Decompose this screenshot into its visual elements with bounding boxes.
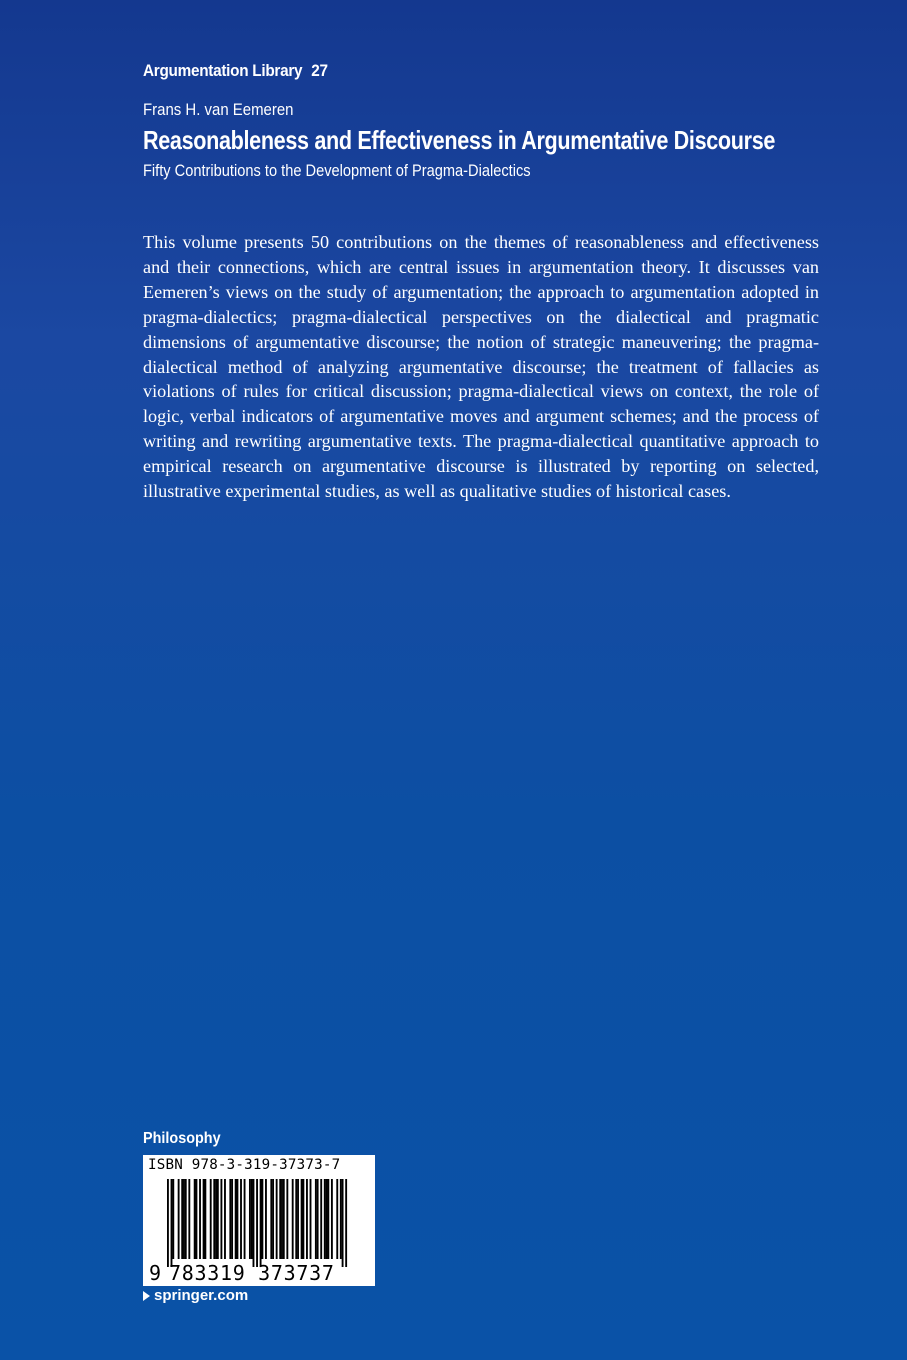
series-line bbox=[143, 61, 328, 81]
publisher-link[interactable] bbox=[143, 1287, 248, 1304]
book-title: Reasonableness and Effectiveness in Argumentative Discourse bbox=[143, 125, 776, 155]
isbn-barcode bbox=[143, 1155, 375, 1286]
series-number: 27 bbox=[311, 61, 328, 80]
isbn-label: ISBN 978-3-319-37373-7 bbox=[148, 1157, 341, 1173]
triangle-right-icon bbox=[143, 1291, 150, 1301]
ean-digits: 783319 373737 bbox=[169, 1261, 335, 1285]
publisher-url: springer.com bbox=[154, 1287, 249, 1304]
series-name: Argumentation Library bbox=[143, 61, 303, 80]
book-subtitle: Fifty Contributions to the Development of Pragma-Dialectics bbox=[143, 161, 531, 180]
book-description: This volume presents 50 contributions on the themes of reasonableness and effectiveness and their connections, which are central issues in argumentation theory. It discusses van Eemeren’s views on the study of argumentation; the approach to argumentation adopted in pragma-dialectics; pragma-dialectical perspectives on the dialectical and pragmatic dimensions of argumentative discourse; the notion of strategic maneuvering; the pragma-dialectical method of analyzing argumentative discourse; the treatment of fallacies as violations of rules for critical discussion; pragma-dialectical views on context, the role of logic, verbal indicators of argumentative moves and argument schemes; and the process of writing and rewriting argumentative texts. The pragma-dialectical quantitative approach to empirical research on argumentative discourse is illustrated by reporting on selected, illustrative experimental studies, as well as qualitative studies of historical cases. bbox=[143, 232, 819, 502]
author-name: Frans H. van Eemeren bbox=[143, 100, 294, 119]
subject-category: Philosophy bbox=[143, 1130, 221, 1147]
ean-first-digit: 9 bbox=[149, 1261, 162, 1285]
